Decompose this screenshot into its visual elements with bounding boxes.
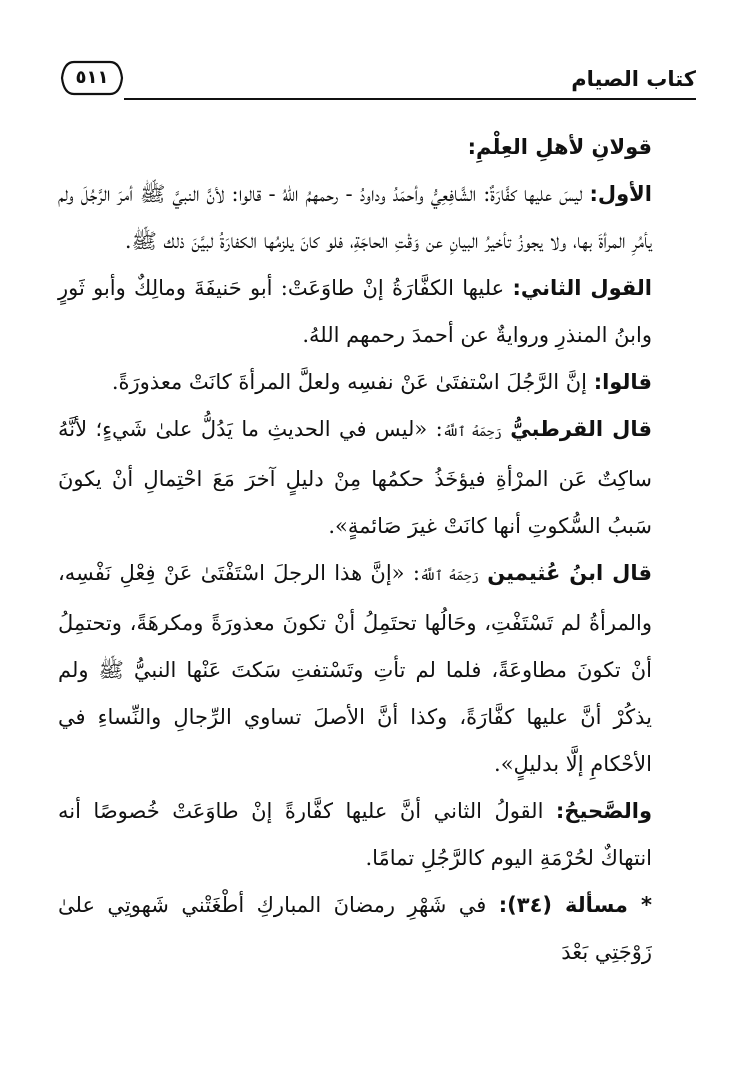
qurtubi-honorific: رَحِمَهُ ٱللَّهُ — [442, 425, 502, 440]
second-opinion-label: القول الثاني: — [512, 276, 652, 300]
second-opinion-text: عليها الكفَّارَةُ إنْ طاوَعَتْ: أبو حَنيفَةَ ومالِكٌ وأبو ثَورٍ وابنُ المنذرِ وروايةٌ عن أحمدَ رحمهم اللهُ. — [58, 276, 652, 347]
paragraph-second-opinion — [58, 265, 652, 359]
they-said-label: قالوا: — [593, 370, 652, 394]
page-number: ٥١١ — [75, 67, 109, 88]
heading-text: قولانِ لأهلِ العِلْمِ: — [467, 135, 652, 159]
ibn-uthaymeen-honorific: رَحِمَهُ ٱللَّهُ — [419, 569, 479, 584]
correct-view-label: والصَّحيحُ: — [555, 799, 652, 823]
book-title: كتاب الصيام — [571, 67, 696, 91]
header-rule — [124, 98, 696, 100]
ibn-uthaymeen-quote: : «إنَّ هذا الرجلَ اسْتَفْتَىٰ عَنْ فِعْلِ نَفْسِه، والمرأةُ لم تَسْتَفْتِ، وحَالُها تحتَمِلُ أنْ تكونَ معذورَةً ومكرهَةً، وتحتمِلُ أنْ تكونَ مطاوعَةً، فلما لم تأتِ وتَسْتفتِ سَكتَ عَنْها النبيُّ ﷺ ولم يذكُرْ أنَّ عليها كفَّارَةً، وكذا أنَّ الأصلَ تساوي الرِّجالِ والنِّساءِ في الأحْكامِ إلَّا بدليلٍ». — [58, 561, 652, 776]
paragraph-correct-view — [58, 788, 652, 882]
issue-34-label: * مسألة (٣٤): — [498, 893, 652, 917]
first-opinion-label: الأول: — [589, 182, 652, 206]
main-text — [58, 124, 652, 976]
section-heading — [58, 124, 652, 171]
they-said-text: إنَّ الرَّجُلَ اسْتفتَىٰ عَنْ نفسِه ولعلَّ المرأةَ كانَتْ معذورَةً. — [111, 370, 588, 394]
running-header — [60, 58, 696, 102]
correct-view-text: القولُ الثاني أنَّ عليها كفَّارةً إنْ طاوَعَتْ خُصوصًا أنه انتهاكٌ لحُرْمَةِ اليوم كالرَّجُلِ تمامًا. — [58, 799, 652, 870]
first-opinion-text: ليسَ عليها كفَّارَةٌ: الشَّافِعِيُّ وأحمَدُ وداودُ - رحمهمُ اللهُ - قالوا: لأنَّ النبيَّ ﷺ أمرَ الرَّجُلَ ولم يأمُرِ المرأةَ بها، ولا يجوزُ تأخيرُ البيانِ عن وَقْتِ الحاجَةِ، فلو كانَ يلزمُها الكفارَةُ لبيَّنَ ذلك ﷺ. — [58, 182, 652, 253]
issue-34-text: في شَهْرِ رمضانَ المباركِ أطْغَتْني شَهوتِي علىٰ زَوْجَتِي بَعْدَ — [58, 893, 652, 964]
paragraph-they-said — [58, 359, 652, 406]
page-number-frame — [60, 58, 124, 98]
ibn-uthaymeen-label: قال ابنُ عُثيمين — [487, 561, 653, 585]
paragraph-qurtubi — [58, 406, 652, 550]
qurtubi-quote: : «ليس في الحديثِ ما يَدُلُّ علىٰ شَيءٍ؛ لأنَّهُ ساكِتٌ عَن المرْأةِ فيؤخَذُ حكمُها مِنْ دليلٍ آخرَ مَعَ احْتِمالِ أنْ يكونَ سَببُ السُّكوتِ أنها كانَتْ غيرَ صَائمةٍ». — [58, 417, 652, 538]
paragraph-issue-34 — [58, 882, 652, 976]
qurtubi-label: قال القرطبيُّ — [510, 417, 652, 441]
paragraph-first-opinion — [58, 171, 652, 265]
paragraph-ibn-uthaymeen — [58, 550, 652, 788]
